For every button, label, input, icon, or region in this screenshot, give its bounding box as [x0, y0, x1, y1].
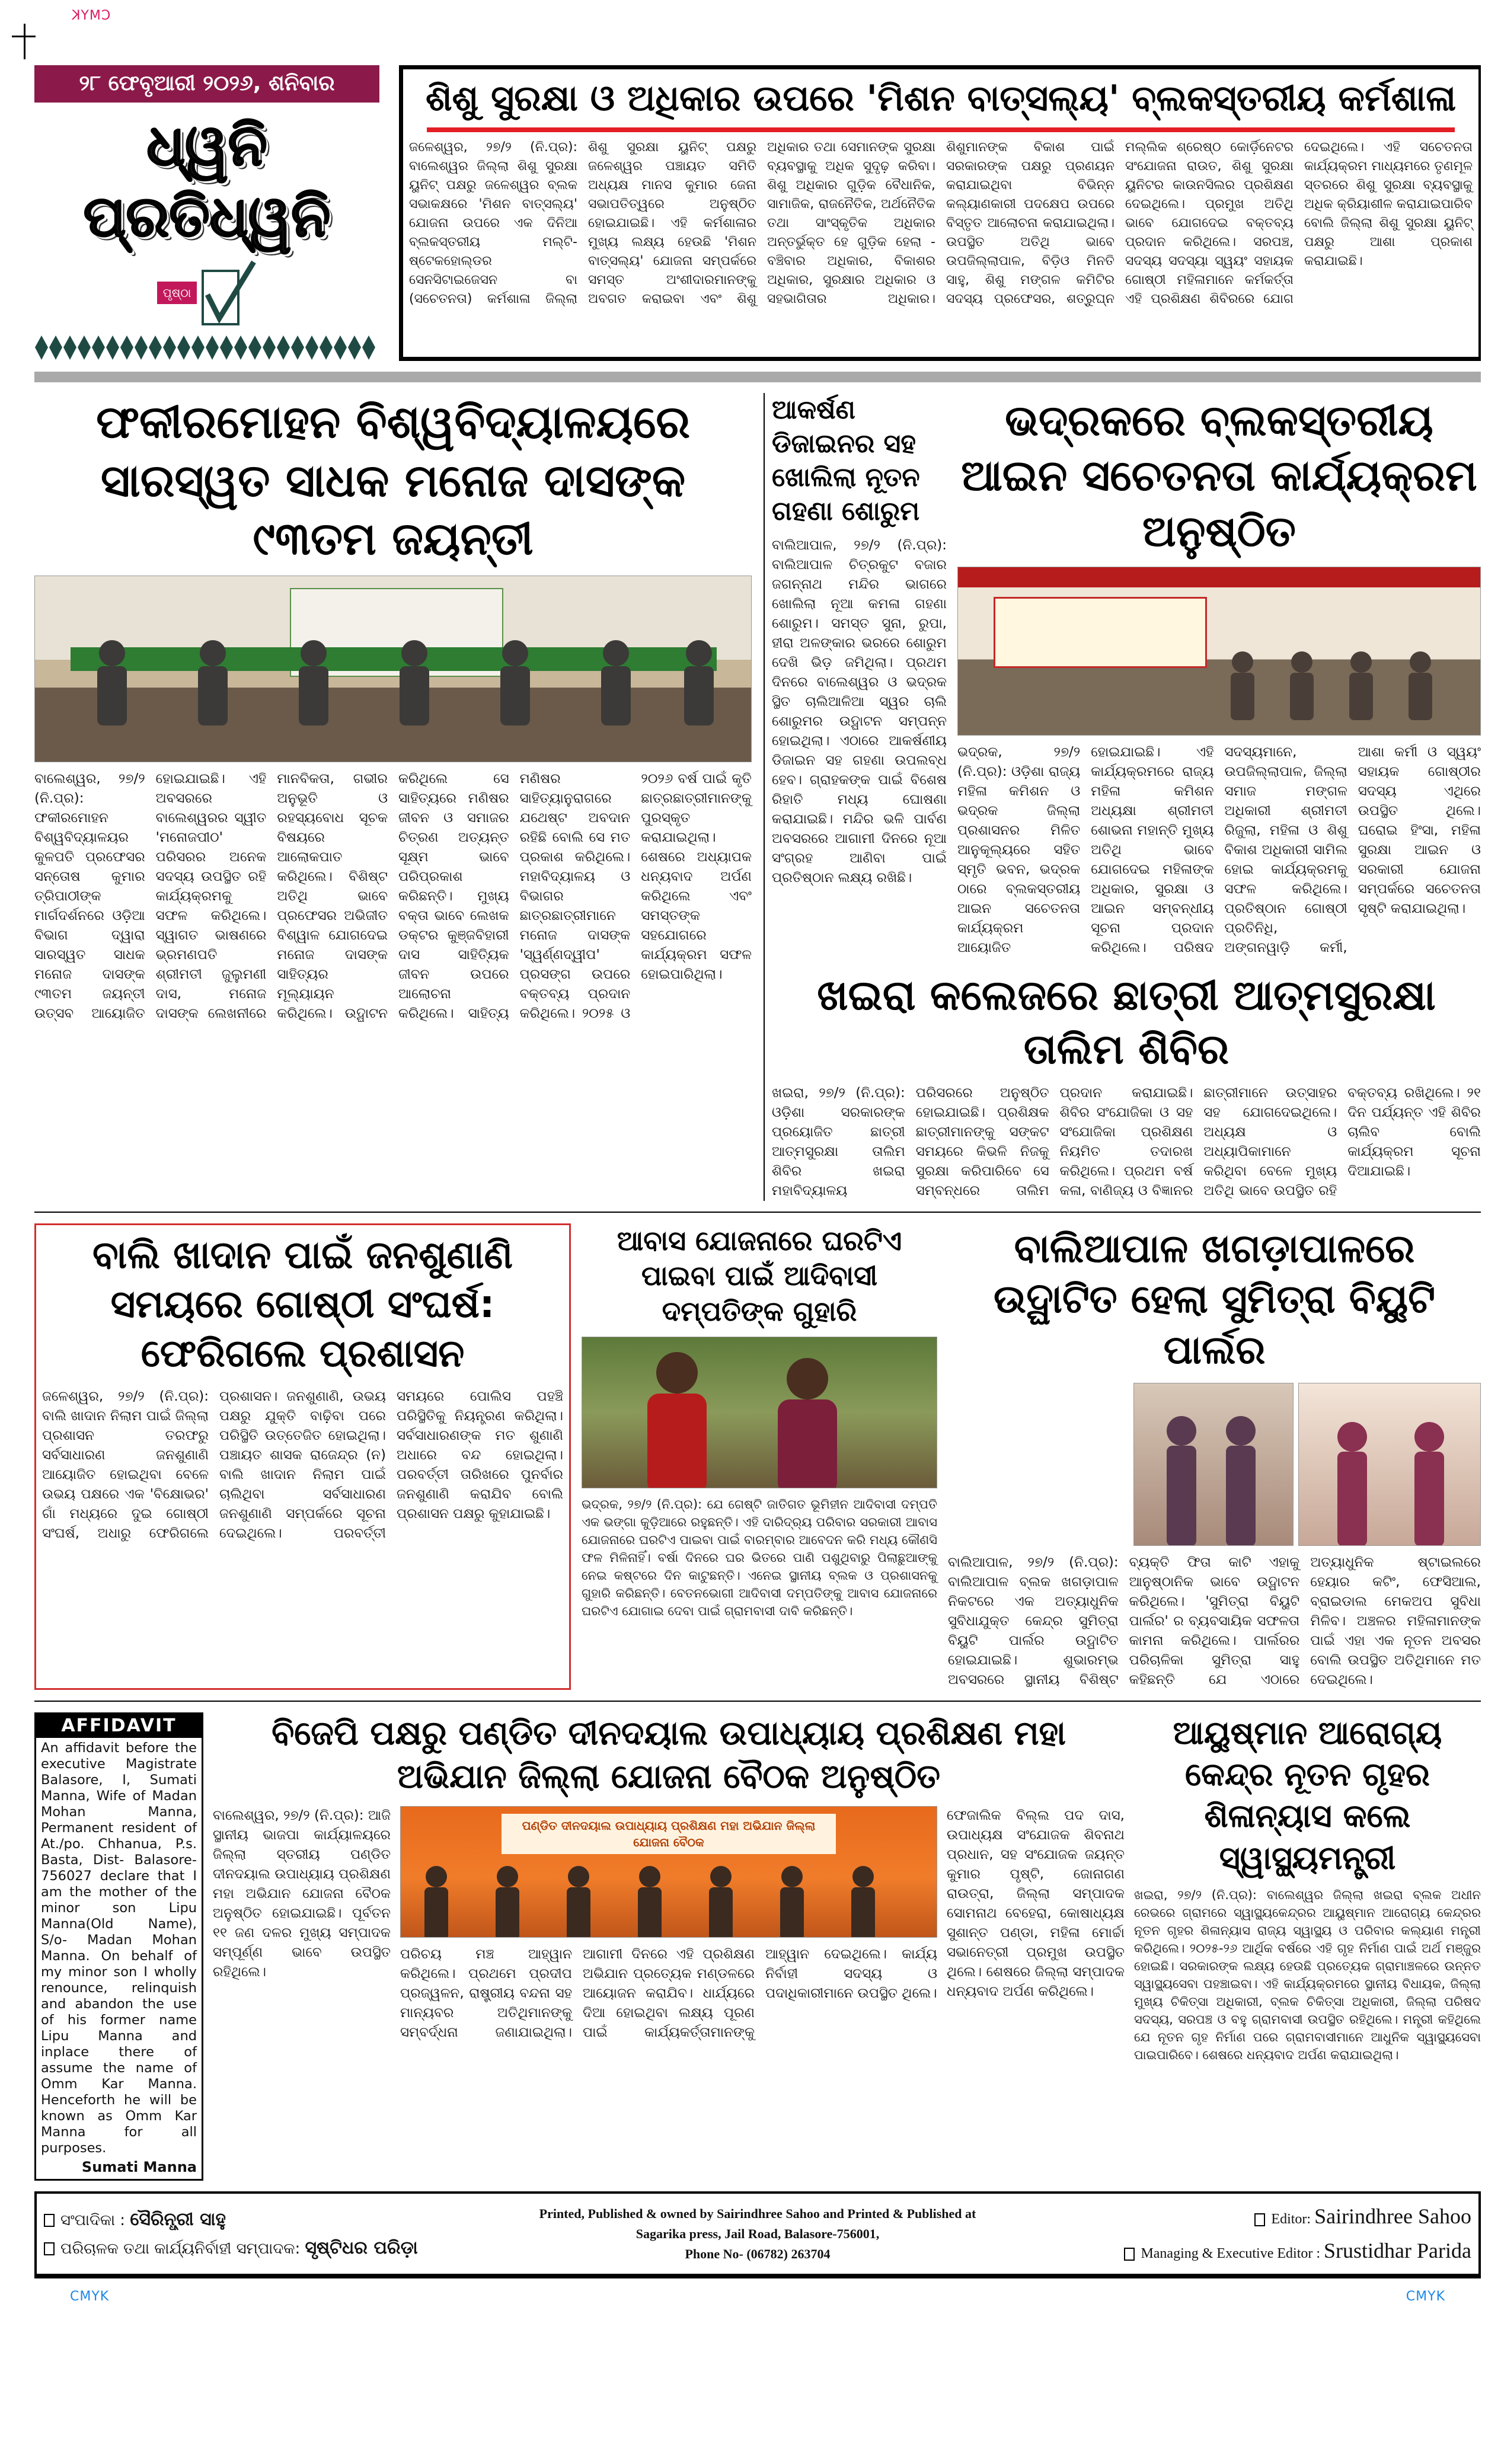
diamond-ornament [163, 335, 176, 360]
imprint-footer [34, 2191, 1481, 2278]
headline-ayushman: ଆୟୁଷ୍ମାନ ଆରୋଗ୍ୟ କେନ୍ଦ୍ର ନୂତନ ଗୃହର ଶିଳାନ୍ୟାସ କଲେ ସ୍ୱାସ୍ଥ୍ୟମନ୍ତ୍ରୀ [1173, 1714, 1442, 1877]
people-silhouettes [35, 629, 752, 762]
crop-mark [24, 24, 25, 59]
managing-odia-label: ପରିଚାଳକ ତଥା କାର୍ଯ୍ୟନିର୍ବାହୀ ସମ୍ପାଦକ: [60, 2239, 301, 2258]
imprint-line: Sagarika press, Jail Road, Balasore-756001, [635, 2226, 880, 2241]
headline-bjp-meeting: ବିଜେପି ପକ୍ଷରୁ ପଣ୍ଡିତ ଦୀନଦୟାଲ ଉପାଧ୍ୟାୟ ପ୍ରଶିକ୍ଷଣ ମହା ଅଭିଯାନ ଜିଲ୍ଲା ଯୋଜନା ବୈଠକ ଅନୁଷ୍ଠିତ [272, 1714, 1066, 1796]
odia-credits [44, 2206, 485, 2262]
imprint-line: Phone No- (06782) 263704 [685, 2246, 831, 2261]
affidavit-text: An affidavit before the executive Magistrate Balasore, I, Sumati Manna, Wife of Madan Mohan Manna, Permanent resident of At./po. Chhanua, P.s. Basta, Dist- Balasore-756027 declare that I am the mother of the minor son Lipu Manna(Old Name), S/o- Madan Mohan Manna. On behalf of my minor son I wholly renounce, relinquish and abandon the use of his former name Lipu Manna and inplace there of assume the name of Omm Kar Manna. Henceforth he will be known as Omm Kar Manna for all purposes. [41, 1740, 197, 2156]
checkmark-icon [200, 259, 257, 327]
diamond-ornament [248, 335, 261, 360]
couple-silhouettes [582, 1337, 937, 1488]
headline-mission-vatsalya: ଶିଶୁ ସୁରକ୍ଷା ଓ ଅଧିକାର ଉପରେ 'ମିଶନ ବାତ୍ସଲ୍ୟ' ବ୍ଲକସ୍ତରୀୟ କର୍ମଶାଳା [425, 78, 1457, 119]
diamond-ornament [334, 335, 347, 360]
editor-label: Editor: [1271, 2211, 1311, 2227]
headline-khaira-college: ଖଇରା କଲେଜରେ ଛାତ୍ରୀ ଆତ୍ମସୁରକ୍ଷା ତାଲିମ ଶିବିର [817, 970, 1436, 1073]
article-ayushman [1134, 1712, 1481, 2181]
people-silhouettes [1134, 1383, 1294, 1546]
bjp-photo-banner: ପଣ୍ଡିତ ଦୀନଦୟାଲ ଉପାଧ୍ୟାୟ ପ୍ରଶିକ୍ଷଣ ମହା ଅଭିଯାନ ଜିଲ୍ଲା ଯୋଜନା ବୈଠକ [502, 1814, 836, 1854]
article-khaira-college [772, 969, 1481, 1201]
row-2-right [764, 393, 1481, 1201]
checkbox-icon [44, 2242, 55, 2255]
diamond-pattern [34, 334, 379, 361]
row-2 [34, 393, 1481, 1201]
bjp-center [400, 1806, 937, 2043]
photo-manoj-das-event [34, 576, 752, 762]
headline-manoj-das: ଫକୀରମୋହନ ବିଶ୍ୱବିଦ୍ୟାଳୟରେ ସାରସ୍ୱତ ସାଧକ ମନୋଜ ଦାସଙ୍କ ୯୩ତମ ଜୟନ୍ତୀ [96, 395, 690, 565]
diamond-ornament [149, 335, 162, 360]
diamond-ornament [320, 335, 333, 360]
photo-tribal-couple [582, 1337, 937, 1488]
row-3 [34, 1223, 1481, 1690]
article-body-mission-vatsalya: ଜଳେଶ୍ୱର, ୨୭/୨ (ନି.ପ୍ର): ବାଲେଶ୍ୱର ଜିଲ୍ଲା ଶିଶୁ ସୁରକ୍ଷା ୟୁନିଟ୍ ପକ୍ଷରୁ ଜଳେଶ୍ୱର ବ୍ଲକ ସଭାକକ୍ଷରେ 'ମିଶନ ବାତ୍ସଲ୍ୟ' ଯୋଜନା ଉପରେ ଏକ ଦିନିଆ ବ୍ଲକସ୍ତରୀୟ ମଲ୍ଟି-ଷ୍ଟେକହୋଲ୍ଡର ସେନସିଟାଇଜେସନ ବା (ସଚେତନତା) କର୍ମଶାଳା ଜିଲ୍ଲା ଶିଶୁ ସୁରକ୍ଷା ୟୁନିଟ୍ ପକ୍ଷରୁ ଜଳେଶ୍ୱର ପଞ୍ଚାୟତ ସମିତି ଅଧ୍ୟକ୍ଷ ମାନସ କୁମାର ଜେନା ସଭାପତିତ୍ୱରେ ଅନୁଷ୍ଠିତ ହୋଇଯାଇଛି। ଏହି କର୍ମଶାଳାର ମୁଖ୍ୟ ଲକ୍ଷ୍ୟ ହେଉଛି 'ମିଶନ ବାତ୍ସଲ୍ୟ' ଯୋଜନା ସମ୍ପର୍କରେ ସମସ୍ତ ଅଂଶୀଦାରମାନଙ୍କୁ ଅବଗତ କରାଇବା ଏବଂ ଶିଶୁ ଅଧିକାର ତଥା ସେମାନଙ୍କ ସୁରକ୍ଷା ବ୍ୟବସ୍ଥାକୁ ଅଧିକ ସୁଦୃଢ଼ କରିବା। ଶିଶୁ ଅଧିକାର ଗୁଡ଼ିକ ବୈଧାନିକ, ସାମାଜିକ, ରାଜନୈତିକ, ଅର୍ଥନୈତିକ ତଥା ସାଂସ୍କୃତିକ ଅଧିକାର ଅନ୍ତର୍ଭୁକ୍ତ ହେ ଗୁଡ଼ିକ ହେଲା - ବଞ୍ଚିବାର ଅଧିକାର, ବିକାଶର ଅଧିକାର, ସୁରକ୍ଷାର ଅଧିକାର ଓ ସହଭାଗିତାର ଅଧିକାର। ଶିଶୁମାନଙ୍କ ବିକାଶ ପାଇଁ ସରକାରଙ୍କ ପକ୍ଷରୁ ପ୍ରଣୟନ କରାଯାଇଥିବା ବିଭିନ୍ନ କଲ୍ୟାଣକାରୀ ପଦକ୍ଷେପ ଉପରେ ବିସ୍ତୃତ ଆଲୋଚନା କରାଯାଇଥିଲା। ଉପସ୍ଥିତ ଅତିଥି ଭାବେ ଉପଜିଲ୍ଲାପାଳ, ବିଡ଼ିଓ ମିନତି ସାହୁ, ଶିଶୁ ମଙ୍ଗଳ କମିଟିର ସଦସ୍ୟ ପ୍ରଫେସର, ଶତ୍ରୁଘ୍ନ ମଲ୍ଲିକ ଶ୍ରେଷ୍ଠ କୋର୍ଡ଼ିନେଟର ସଂଯୋଜନା ରାଉତ, ଶିଶୁ ସୁରକ୍ଷା ୟୁନିଟର କାଉନସିଲର ପ୍ରଶିକ୍ଷଣ ଦେଇଥିଲେ। ପ୍ରମୁଖ ଅତିଥି ଭାବେ ଯୋଗଦେଇ ବକ୍ତବ୍ୟ ପ୍ରଦାନ କରିଥିଲେ। ସରପଞ୍ଚ, ସଦସ୍ୟ ସଦସ୍ୟା ସ୍ୱୟଂ ସହାୟକ ଗୋଷ୍ଠୀ ମହିଳାମାନେ କର୍ମକର୍ତ୍ତା ଏହି ପ୍ରଶିକ୍ଷଣ ଶିବିରରେ ଯୋଗ ଦେଇଥିଲେ। ଏହି ସଚେତନତା କାର୍ଯ୍ୟକ୍ରମ ମାଧ୍ୟମରେ ତୃଣମୂଳ ସ୍ତରରେ ଶିଶୁ ସୁରକ୍ଷା ବ୍ୟବସ୍ଥାକୁ ଅଧିକ କ୍ରିୟାଶୀଳ କରାଯାଇପାରିବ ବୋଲି ଜିଲ୍ଲା ଶିଶୁ ସୁରକ୍ଷା ୟୁନିଟ୍ ପକ୍ଷରୁ ଆଶା ପ୍ରକାଶ କରାଯାଇଛି। [409, 140, 1473, 306]
editor-name: Sairindhree Sahoo [1314, 2204, 1471, 2228]
page-label: ପୃଷ୍ଠା [157, 282, 197, 304]
diamond-ornament [106, 335, 119, 360]
managing-editor-odia [44, 2234, 485, 2262]
affidavit-signature: Sumati Manna [81, 2158, 197, 2175]
sand-mining-box [34, 1223, 571, 1690]
diamond-ornament [348, 335, 361, 360]
diamond-ornament [206, 335, 219, 360]
red-underline [427, 127, 1455, 132]
bottom-registration-marks [34, 2289, 1481, 2304]
diamond-ornament [120, 335, 133, 360]
diamond-ornament [277, 335, 290, 360]
english-credits [1030, 2200, 1471, 2268]
article-jewellery-showroom [772, 393, 947, 958]
cmyk-mark-top: CMYK [71, 8, 111, 23]
photo-parlour-interior [1298, 1383, 1481, 1546]
row-rule [34, 1212, 1481, 1213]
page-mark [34, 259, 379, 327]
article-body-khaira-college: ଖଇରା, ୨୭/୨ (ନି.ପ୍ର): ଓଡ଼ିଶା ସରକାରଙ୍କ ପ୍ରୟୋଜିତ ଛାତ୍ରୀ ଆତ୍ମସୁରକ୍ଷା ତାଲିମ ଶିବିର ଖଇରା ମହାବିଦ୍ୟାଳୟ ପରିସରରେ ଅନୁଷ୍ଠିତ ହୋଇଯାଇଛି। ପ୍ରଶିକ୍ଷକ ଛାତ୍ରୀମାନଙ୍କୁ ସଙ୍କଟ ସମୟରେ କିଭଳି ନିଜକୁ ସୁରକ୍ଷା କରିପାରିବେ ସେ ସମ୍ବନ୍ଧରେ ତାଲିମ ପ୍ରଦାନ କରାଯାଇଛି। ଶିବିର ସଂଯୋଜିକା ଓ ସହ ସଂଯୋଜିକା ପ୍ରଶିକ୍ଷଣ ନିୟମିତ ତଦାରଖ କରିଥିଲେ। ପ୍ରଥମ ବର୍ଷ କଳା, ବାଣିଜ୍ୟ ଓ ବିଜ୍ଞାନର ଛାତ୍ରୀମାନେ ଉତ୍ସାହର ସହ ଯୋଗଦେଇଥିଲେ। ଅଧ୍ୟକ୍ଷ ଓ ଅଧ୍ୟାପିକାମାନେ କରିଥିବା ବେଳେ ମୁଖ୍ୟ ଅତିଥି ଭାବେ ଉପସ୍ଥିତ ରହି ବକ୍ତବ୍ୟ ରଖିଥିଲେ। ୨୧ ଦିନ ପର୍ଯ୍ୟନ୍ତ ଏହି ଶିବିର ଚାଲିବ ବୋଲି କାର୍ଯ୍ୟକ୍ରମ ସୂଚନା ଦିଆଯାଇଛି। [772, 1085, 1481, 1199]
managing-label: Managing & Executive Editor : [1141, 2245, 1321, 2261]
people-silhouettes [1299, 1383, 1481, 1546]
affidavit-title: AFFIDAVIT [36, 1714, 202, 1738]
diamond-ornament [263, 335, 276, 360]
photo-bjp-meeting [400, 1806, 937, 1938]
article-body-ayushman: ଖଇରା, ୨୭/୨ (ନି.ପ୍ର): ବାଲେଶ୍ୱର ଜିଲ୍ଲା ଖଇରା ବ୍ଲକ ଅଧୀନ ରେଭରେ ଗ୍ରାମରେ ସ୍ୱାସ୍ଥ୍ୟକେନ୍ଦ୍ରର ଆୟୁଷ୍ମାନ ଆରୋଗ୍ୟ କେନ୍ଦ୍ରର ନୂତନ ଗୃହର ଶିଳାନ୍ୟାସ ରାଜ୍ୟ ସ୍ୱାସ୍ଥ୍ୟ ଓ ପରିବାର କଲ୍ୟାଣ ମନ୍ତ୍ରୀ କରିଥିଲେ। ୨୦୨୫-୨୬ ଆର୍ଥିକ ବର୍ଷରେ ଏହି ଗୃହ ନିର୍ମାଣ ପାଇଁ ଅର୍ଥ ମଞ୍ଜୁର ହୋଇଛି। ସରକାରଙ୍କ ଲକ୍ଷ୍ୟ ହେଉଛି ପ୍ରତ୍ୟେକ ଗ୍ରାମାଞ୍ଚଳରେ ଉନ୍ନତ ସ୍ୱାସ୍ଥ୍ୟସେବା ପହଞ୍ଚାଇବା। ଏହି କାର୍ଯ୍ୟକ୍ରମରେ ସ୍ଥାନୀୟ ବିଧାୟକ, ଜିଲ୍ଲା ମୁଖ୍ୟ ଚିକିତ୍ସା ଅଧିକାରୀ, ବ୍ଲକ ଚିକିତ୍ସା ଅଧିକାରୀ, ଜିଲ୍ଲା ପରିଷଦ ସଦସ୍ୟ, ସରପଞ୍ଚ ଓ ବହୁ ଗ୍ରାମବାସୀ ଉପସ୍ଥିତ ରହିଥିଲେ। ମନ୍ତ୍ରୀ କହିଥିଲେ ଯେ ନୂତନ ଗୃହ ନିର୍ମାଣ ପରେ ଗ୍ରାମବାସୀମାନେ ଆଧୁନିକ ସ୍ୱାସ୍ଥ୍ୟସେବା ପାଇପାରିବେ। ଶେଷରେ ଧନ୍ୟବାଦ ଅର୍ପଣ କରାଯାଇଥିଲା। [1134, 1887, 1481, 2062]
managing-odia-name: ସୃଷ୍ଟିଧର ପରିଡ଼ା [305, 2237, 418, 2258]
checkbox-icon [1254, 2213, 1265, 2226]
editor-english [1030, 2200, 1471, 2234]
headline-beauty-parlour: ବାଲିଆପାଳ ଖଗଡ଼ାପାଳରେ ଉଦ୍ଘାଟିତ ହେଲା ସୁମିତ୍ରା ବିୟୁଟି ପାର୍ଲର [994, 1225, 1435, 1373]
article-body-beauty-parlour: ବାଲିଆପାଳ, ୨୭/୨ (ନି.ପ୍ର): ବାଲିଆପାଳ ବ୍ଲକ ଖଗଡ଼ାପାଳ ନିକଟରେ ଏକ ଅତ୍ୟାଧୁନିକ ସୁବିଧାଯୁକ୍ତ କେନ୍ଦ୍ର ସୁମିତ୍ରା ବିୟୁଟି ପାର୍ଲର ଉଦ୍ଘାଟିତ ହୋଇଯାଇଛି। ଶୁଭାରମ୍ଭ ଅବସରରେ ସ୍ଥାନୀୟ ବିଶିଷ୍ଟ ବ୍ୟକ୍ତି ଫିତା କାଟି ଏହାକୁ ଆନୁଷ୍ଠାନିକ ଭାବେ ଉଦ୍ଘାଟନ କରିଥିଲେ। 'ସୁମିତ୍ରା ବିୟୁଟି ପାର୍ଲର' ର ବ୍ୟବସାୟିକ ସଫଳତା କାମନା କରିଥିଲେ। ପାର୍ଲରର ପରିଚାଳିକା ସୁମିତ୍ରା ସାହୁ କହିଛନ୍ତି ଯେ ଏଠାରେ ଅତ୍ୟାଧୁନିକ ଷ୍ଟାଇଲରେ ହେୟାର କଟିଂ, ଫେସିଆଲ, ବ୍ରାଇଡାଲ ମେକଅପ ସୁବିଧା ମିଳିବ। ଅଞ୍ଚଳର ମହିଳାମାନଙ୍କ ପାଇଁ ଏହା ଏକ ନୂତନ ଅବସର ବୋଲି ଉପସ୍ଥିତ ଅତିଥିମାନେ ମତ ଦେଇଥିଲେ। [948, 1554, 1481, 1688]
diamond-ornament [234, 335, 247, 360]
diamond-ornament [220, 335, 233, 360]
masthead-row [34, 65, 1481, 361]
diamond-ornament [35, 335, 48, 360]
diamond-ornament [291, 335, 304, 360]
separator-bar [34, 372, 1481, 382]
editor-odia-name: ସୈରିନ୍ଧ୍ରୀ ସାହୁ [130, 2209, 226, 2230]
diamond-ornament [177, 335, 190, 360]
article-body-bjp-right: ଫେଜାଲିକ ବିଲ୍ଲ ପଦ ଦାସ, ଉପାଧ୍ୟକ୍ଷ ସଂଯୋଜକ ଶିବନାଥ ପ୍ରଧାନ, ସହ ସଂଯୋଜକ ଜୟନ୍ତ କୁମାର ପୃଷ୍ଟି, ଜୋନାଗଣ ରାଉତ୍ରା, ଜିଲ୍ଲା ସମ୍ପାଦକ ସୋମନାଥ ବେହେରା, କୋଷାଧ୍ୟକ୍ଷ ସୁଶାନ୍ତ ପଣ୍ଡା, ମହିଳା ମୋର୍ଚ୍ଚା ସଭାନେତ୍ରୀ ପ୍ରମୁଖ ଉପସ୍ଥିତ ଥିଲେ। ଶେଷରେ ଜିଲ୍ଲା ସମ୍ପାଦକ ଧନ୍ୟବାଦ ଅର୍ପଣ କରିଥିଲେ। [947, 1807, 1125, 1999]
article-manoj-das [34, 393, 752, 1201]
article-bjp-meeting [213, 1712, 1125, 2181]
article-awas-yojana [582, 1223, 937, 1690]
parlour-photos [948, 1383, 1481, 1546]
checkbox-icon [44, 2214, 55, 2227]
row-rule [34, 1701, 1481, 1702]
affidavit-notice [34, 1712, 203, 2181]
diamond-ornament [49, 335, 62, 360]
cmyk-mark-bottom-right: CMYK [1406, 2289, 1445, 2305]
article-body-bjp-under: ପରିଚୟ ମଞ୍ଚ ଆହ୍ୱାନ କରିଥିଲେ। ପ୍ରଥମେ ପ୍ରଦୀପ ପ୍ରଜ୍ୱଳନ, ରାଷ୍ଟ୍ରୀୟ ବନ୍ଦନା ସହ ମାନ୍ୟବର ଅତିଥିମାନଙ୍କୁ ସମ୍ବର୍ଦ୍ଧନା ଜଣାଯାଇଥିଲା। ଆଗାମୀ ଦିନରେ ଏହି ପ୍ରଶିକ୍ଷଣ ଅଭିଯାନ ପ୍ରତ୍ୟେକ ମଣ୍ଡଳରେ ଆୟୋଜନ କରାଯିବ। ଧାର୍ଯ୍ୟରେ ଦିଆ ହୋଇଥିବା ଲକ୍ଷ୍ୟ ପୂରଣ ପାଇଁ କାର୍ଯ୍ୟକର୍ତ୍ତାମାନଙ୍କୁ ଆହ୍ୱାନ ଦେଇଥିଲେ। କାର୍ଯ୍ୟ ନିର୍ବାହୀ ସଦସ୍ୟ ଓ ପଦାଧିକାରୀମାନେ ଉପସ୍ଥିତ ଥିଲେ। [400, 1946, 937, 2040]
article-body-jewellery-showroom: ବାଲିଆପାଳ, ୨୭/୨ (ନି.ପ୍ର): ବାଲିଆପାଳ ଚିତ୍ରକୁଟ ବଜାର ଜଗନ୍ନାଥ ମନ୍ଦିର ଭାଗରେ ଖୋଲିଲା ନୂଆ କମଳା ଗହଣା ଶୋରୁମ। ସମସ୍ତ ସୁନା, ରୁପା, ହୀରା ଅଳଙ୍କାର ଭରରେ ଶୋରୁମ ଦେଖି ଭିଡ଼ ଜମିଥିଲା। ପ୍ରଥମ ଦିନରେ ବାଲେଶ୍ୱର ଓ ଭଦ୍ରକ ସ୍ଥିତ ଚାଲିଆଳିଆ ସ୍ୱର ଚାଲି ଶୋରୁମର ଉଦ୍ଘାଟନ ସମ୍ପନ୍ନ ହୋଇଥିଲା। ଏଠାରେ ଆକର୍ଷଣୀୟ ଡିଜାଇନ ସହ ଗହଣା ଉପଲବ୍ଧ ହେବ। ଗ୍ରାହକଙ୍କ ପାଇଁ ବିଶେଷ ରିହାତି ମଧ୍ୟ ଘୋଷଣା କରାଯାଇଛି। ମନ୍ଦିର ଭଳି ପାର୍ବଣ ଅବସରରେ ଆଗାମୀ ଦିନରେ ନୂଆ ସଂଗ୍ରହ ଆଣିବା ପାଇଁ ପ୍ରତିଷ୍ଠାନ ଲକ୍ଷ୍ୟ ରଖିଛି। [772, 537, 947, 886]
article-body-sand-mining: ଜଳେଶ୍ୱର, ୨୭/୨ (ନି.ପ୍ର): ବାଲି ଖାଦାନ ନିଲାମ ପାଇଁ ଜିଲ୍ଲା ପ୍ରଶାସନ ତରଫରୁ ସର୍ବସାଧାରଣ ଜନଶୁଣାଣି ଆୟୋଜିତ ହୋଇଥିବା ବେଳେ ଉଭୟ ପକ୍ଷରେ ଏକ 'ବିକ୍ଷୋଭର' ଗାଁ ମଧ୍ୟରେ ଦୁଇ ଗୋଷ୍ଠୀ ସଂଘର୍ଷ, ଅଧାରୁ ଫେରିଗଲେ ପ୍ରଶାସନ। ଜନଶୁଣାଣି, ଉଭୟ ପକ୍ଷରୁ ଯୁକ୍ତି ବାଢ଼ିବା ପରେ ପରିସ୍ଥିତି ଉତ୍ତେଜିତ ହୋଇଥିଲା। ପଞ୍ଚାୟତ ଶାସକ ରାଜେନ୍ଦ୍ର (ନ) ବାଲି ଖାଦାନ ନିଲାମ ପାଇଁ ଚାଲିଥିବା ସର୍ବସାଧାରଣ ଜନଶୁଣାଣି ସମ୍ପର୍କରେ ସୂଚନା ଦେଇଥିଲେ। ପରବର୍ତ୍ତୀ ସମୟରେ ପୋଲିସ ପହଞ୍ଚି ପରିସ୍ଥିତିକୁ ନିୟନ୍ତ୍ରଣ କରିଥିଲା। ସର୍ବସାଧାରଣଙ୍କ ମତ ଶୁଣାଣି ଅଧାରେ ବନ୍ଦ ହୋଇଥିଲା। ପରବର୍ତ୍ତୀ ତାରିଖରେ ପୁନର୍ବାର ଜନଶୁଣାଣି କରାଯିବ ବୋଲି ପ୍ରଶାସନ ପକ୍ଷରୁ କୁହାଯାଇଛି। [42, 1389, 563, 1542]
photo-bhadrak-legal-event [957, 567, 1481, 736]
managing-name: Srustidhar Parida [1324, 2238, 1471, 2262]
headline-bhadrak-legal: ଭଦ୍ରକରେ ବ୍ଲକସ୍ତରୀୟ ଆଇନ ସଚେତନତା କାର୍ଯ୍ୟକ୍ରମ ଅନୁଷ୍ଠିତ [961, 395, 1477, 556]
article-body-awas-yojana: ଭଦ୍ରକ, ୨୭/୨ (ନି.ପ୍ର): ଯେ ଗେଷ୍ଟି ଜାତିଗତ ଭୂମିହୀନ ଆଦିବାସୀ ଦମ୍ପତି ଏକ ଭଙ୍ଗା କୁଡ଼ିଆରେ ରହୁଛନ୍ତି। ଏହି ଦାରିଦ୍ର୍ୟ ପରିବାର ସରକାରୀ ଆବାସ ଯୋଜନାରେ ଘରଟିଏ ପାଇବା ପାଇଁ ବାରମ୍ବାର ଆବେଦନ କରି ମଧ୍ୟ କୌଣସି ଫଳ ମିଳିନାହିଁ। ବର୍ଷା ଦିନରେ ଘର ଭିତରେ ପାଣି ପଶୁଥିବାରୁ ପିଲାଛୁଆଙ୍କୁ ନେଇ କଷ୍ଟରେ ଦିନ କାଟୁଛନ୍ତି। ଏନେଇ ସ୍ଥାନୀୟ ବ୍ଲକ ଓ ପ୍ରଶାସନକୁ ଗୁହାରି କରିଛନ୍ତି। ବେତନଭୋଗୀ ଆଦିବାସୀ ଦମ୍ପତିଙ୍କୁ ଆବାସ ଯୋଜନାରେ ଘରଟିଏ ଯୋଗାଇ ଦେବା ପାଇଁ ଗ୍ରାମବାସୀ ଦାବି କରିଛନ୍ତି। [582, 1497, 937, 1618]
diamond-ornament [191, 335, 205, 360]
article-body-manoj-das: ବାଲେଶ୍ୱର, ୨୭/୨ (ନି.ପ୍ର): ଫକୀରମୋହନ ବିଶ୍ୱବିଦ୍ୟାଳୟର କୁଳପତି ପ୍ରଫେସର ସନ୍ତୋଷ କୁମାର ତ୍ରିପାଠୀଙ୍କ ମାର୍ଗଦର୍ଶନରେ ଓଡ଼ିଆ ବିଭାଗ ଦ୍ୱାରା ସାରସ୍ୱତ ସାଧକ ମନୋଜ ଦାସଙ୍କ ୯୩ତମ ଜୟନ୍ତୀ ଉତ୍ସବ ଆୟୋଜିତ ହୋଇଯାଇଛି। ଏହି ଅବସରରେ ବାଲେଶ୍ୱରର ସ୍ୱୀତ 'ମନୋଜପୀଠ' ପରିସରର ଅନେକ ସଦସ୍ୟ ଉପସ୍ଥିତ ରହି କାର୍ଯ୍ୟକ୍ରମକୁ ସଫଳ କରିଥିଲେ। ସ୍ୱାଗତ ଭାଷଣରେ ଭ୍ରମଣପତି ଶ୍ରୀମତୀ ଜୁଲୁମଣୀ ଦାସ, ମନୋଜ ଦାସଙ୍କ ଲେଖନୀରେ ମାନବିକତା, ଗଭୀର ଅନୁଭୂତି ଓ ରହସ୍ୟବୋଧ ସୂଚକ ବିଷୟରେ ଆଲୋକପାତ କରିଥିଲେ। ବିଶିଷ୍ଟ ଅତିଥି ଭାବେ ପ୍ରଫେସର ଅଭିଜୀତ ବିଶ୍ୱାଳ ଯୋଗଦେଇ ମନୋଜ ଦାସଙ୍କ ସାହିତ୍ୟର ମୂଲ୍ୟାୟନ କରିଥିଲେ। ଉଦ୍ଘାଟନ କରିଥିଲେ ସେ ସାହିତ୍ୟରେ ମଣିଷର ଜୀବନ ଓ ସମାଜର ଚିତ୍ରଣ ଅତ୍ୟନ୍ତ ସୂକ୍ଷ୍ମ ଭାବେ ପରିପ୍ରକାଶ କରିଛନ୍ତି। ମୁଖ୍ୟ ବକ୍ତା ଭାବେ ଲେଖକ ଡକ୍ଟର କୁଞ୍ଜବିହାରୀ ଦାସ ସାହିତ୍ୟିକ ଜୀବନ ଉପରେ ଆଲୋଚନା କରିଥିଲେ। ସାହିତ୍ୟ ମଣିଷର ସାହିତ୍ୟାନୁରାଗରେ ଯଥେଷ୍ଟ ଅବଦାନ ରହିଛି ବୋଲି ସେ ମତ ପ୍ରକାଶ କରିଥିଲେ। ମହାବିଦ୍ୟାଳୟ ଓ ବିଭାଗର ଛାତ୍ରଛାତ୍ରୀମାନେ ମନୋଜ ଦାସଙ୍କ 'ସ୍ୱର୍ଣ୍ଣଦ୍ୱୀପ' ପ୍ରସଙ୍ଗ ଉପରେ ବକ୍ତବ୍ୟ ପ୍ରଦାନ କରିଥିଲେ। ୨୦୨୫ ଓ ୨୦୨୬ ବର୍ଷ ପାଇଁ କୃତି ଛାତ୍ରଛାତ୍ରୀମାନଙ୍କୁ ପୁରସ୍କୃତ କରାଯାଇଥିଲା। ଶେଷରେ ଅଧ୍ୟାପକ ଧନ୍ୟବାଦ ଅର୍ପଣ କରିଥିଲେ ଏବଂ ସମସ୍ତଙ୍କ ସହଯୋଗରେ କାର୍ଯ୍ୟକ୍ରମ ସଫଳ ହୋଇପାରିଥିଲା। [34, 771, 752, 1022]
masthead [34, 65, 379, 361]
diamond-ornament [63, 335, 76, 360]
article-beauty-parlour [948, 1223, 1481, 1690]
bjp-article-grid [213, 1806, 1125, 2043]
diamond-ornament [135, 335, 148, 360]
article-body-bhadrak-legal: ଭଦ୍ରକ, ୨୭/୨ (ନି.ପ୍ର): ଓଡ଼ିଶା ରାଜ୍ୟ ମହିଳା କମିଶନ ଓ ଭଦ୍ରକ ଜିଲ୍ଲା ପ୍ରଶାସନର ମିଳିତ ଆନୁକୂଲ୍ୟରେ ସହିତ ସ୍ମୃତି ଭବନ, ଭଦ୍ରକ ଠାରେ ବ୍ଲକସ୍ତରୀୟ ଆଇନ ସଚେତନତା କାର୍ଯ୍ୟକ୍ରମ ଆୟୋଜିତ ହୋଇଯାଇଛି। ଏହି କାର୍ଯ୍ୟକ୍ରମରେ ରାଜ୍ୟ ମହିଳା କମିଶନ ଅଧ୍ୟକ୍ଷା ଶ୍ରୀମତୀ ଶୋଭନା ମହାନ୍ତି ମୁଖ୍ୟ ଅତିଥି ଭାବେ ଯୋଗଦେଇ ମହିଳାଙ୍କ ଅଧିକାର, ସୁରକ୍ଷା ଓ ଆଇନ ସମ୍ବନ୍ଧୀୟ ସୂଚନା ପ୍ରଦାନ କରିଥିଲେ। ପରିଷଦ ସଦସ୍ୟମାନେ, ଉପଜିଲ୍ଲାପାଳ, ଜିଲ୍ଲା ସମାଜ ମଙ୍ଗଳ ଅଧିକାରୀ ଶ୍ରୀମତୀ ରିଜୁଲା, ମହିଳା ଓ ଶିଶୁ ବିକାଶ ଅଧିକାରୀ ସାମିଲ ହୋଇ କାର୍ଯ୍ୟକ୍ରମକୁ ସଫଳ କରିଥିଲେ। ପ୍ରତିଷ୍ଠାନ ଗୋଷ୍ଠୀ ପ୍ରତିନିଧି, ଅଙ୍ଗନୱାଡ଼ି କର୍ମୀ, ଆଶା କର୍ମୀ ଓ ସ୍ୱୟଂ ସହାୟକ ଗୋଷ୍ଠୀର ସଦସ୍ୟ ଏଥିରେ ଉପସ୍ଥିତ ଥିଲେ। ଘରୋଇ ହିଂସା, ମହିଳା ସୁରକ୍ଷା ଆଇନ ଓ ସରକାରୀ ଯୋଜନା ସମ୍ପର୍କରେ ସଚେତନତା ସୃଷ୍ଟି କରାଯାଇଥିଲା। [957, 744, 1481, 955]
checkbox-icon [1124, 2248, 1135, 2261]
diamond-ornament [305, 335, 318, 360]
people-silhouettes [958, 644, 1481, 736]
imprint-text [497, 2204, 1018, 2264]
people-silhouettes [401, 1859, 937, 1937]
newspaper-logo: ଧ୍ୱନି ପ୍ରତିଧ୍ୱନି [83, 111, 331, 250]
imprint-line: Printed, Published & owned by Sairindhree Sahoo and Printed & Published at [539, 2206, 976, 2221]
diamond-ornament [362, 335, 375, 360]
headline-jewellery-showroom: ଆକର୍ଷଣ ଡିଜାଇନର ସହ ଖୋଲିଲା ନୂତନ ଗହଣା ଶୋରୁମ [772, 394, 920, 527]
headline-sand-mining: ବାଲି ଖାଦାନ ପାଇଁ ଜନଶୁଣାଣି ସମୟରେ ଗୋଷ୍ଠୀ ସଂଘର୍ଷ: ଫେରିଗଲେ ପ୍ରଶାସନ [92, 1233, 513, 1376]
article-bhadrak-legal [957, 393, 1481, 958]
managing-editor-english [1030, 2234, 1471, 2268]
photo-parlour-inauguration [1133, 1383, 1294, 1546]
editor-odia [44, 2206, 485, 2234]
headline-awas-yojana: ଆବାସ ଯୋଜନାରେ ଘରଟିଏ ପାଇବା ପାଇଁ ଆଦିବାସୀ ଦମ୍ପତିଙ୍କ ଗୁହାରି [617, 1224, 902, 1328]
top-story-box [399, 65, 1481, 361]
row-2-right-top [772, 393, 1481, 958]
cmyk-mark-bottom-left: CMYK [70, 2289, 110, 2305]
row-4 [34, 1712, 1481, 2181]
editor-odia-label: ସଂପାଦିକା : [60, 2211, 126, 2229]
article-body-bjp-left: ବାଲେଶ୍ୱର, ୨୭/୨ (ନି.ପ୍ର): ଆଜି ସ୍ଥାନୀୟ ଭାଜପା କାର୍ଯ୍ୟାଳୟରେ ଜିଲ୍ଲା ସ୍ତରୀୟ ପଣ୍ଡିତ ଦୀନଦୟାଲ ଉପାଧ୍ୟାୟ ପ୍ରଶିକ୍ଷଣ ମହା ଅଭିଯାନ ଯୋଜନା ବୈଠକ ଅନୁଷ୍ଠିତ ହୋଇଯାଇଛି। ପୂର୍ବତନ ୧୧ ଜଣ ଦଳର ମୁଖ୍ୟ ସମ୍ପାଦକ ସମ୍ପୂର୍ଣ୍ଣ ଭାବେ ଉପସ୍ଥିତ ରହିଥିଲେ। [213, 1807, 391, 1980]
diamond-ornament [78, 335, 91, 360]
diamond-ornament [92, 335, 105, 360]
date-banner: ୨୮ ଫେବୃଆରୀ ୨୦୨୬, ଶନିବାର [34, 65, 379, 103]
